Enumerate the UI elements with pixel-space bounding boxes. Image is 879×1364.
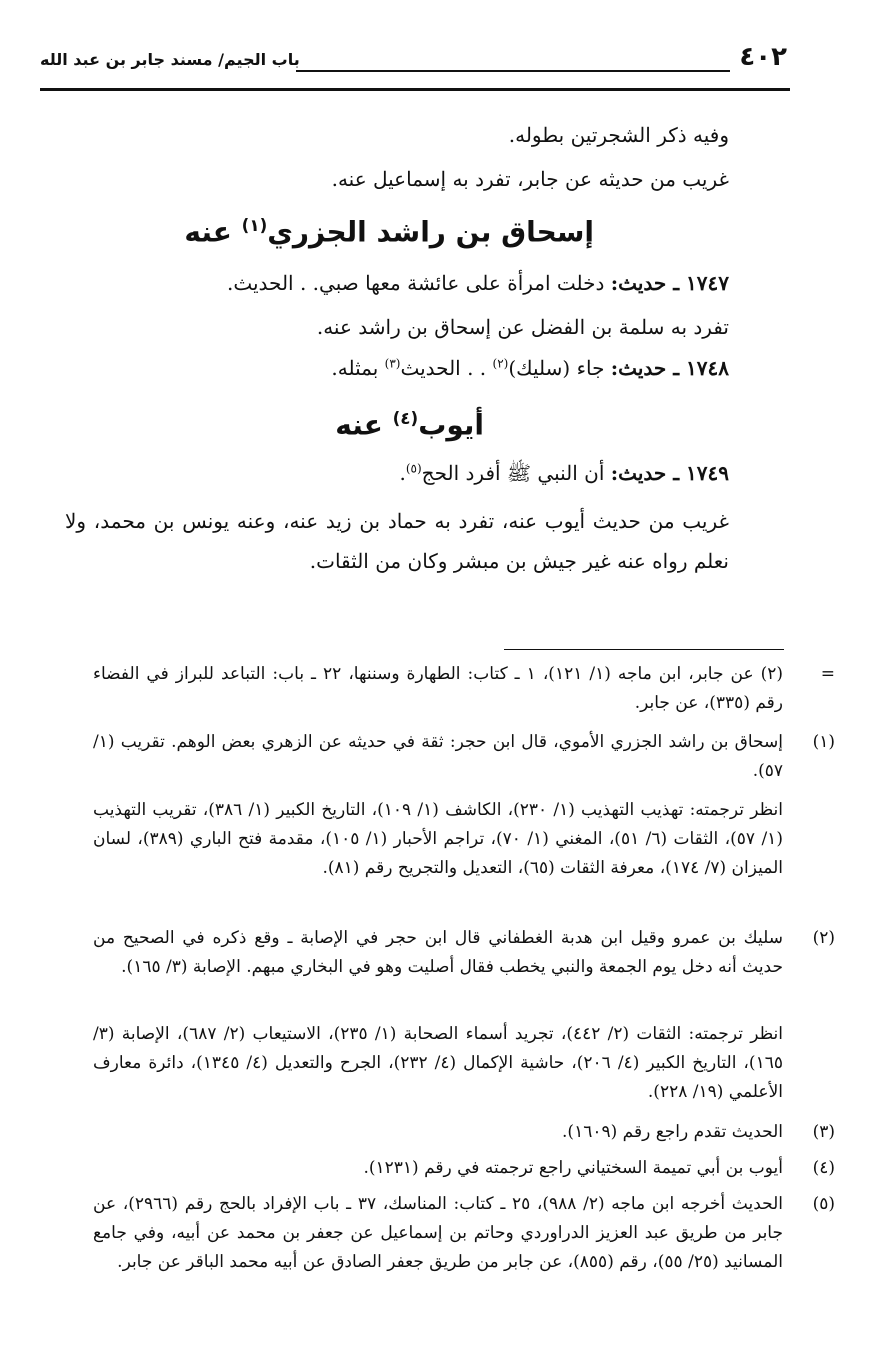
header-dash-rule (296, 70, 730, 72)
footnote-3: الحديث تقدم راجع رقم (١٦٠٩). (562, 1122, 783, 1142)
hadith-1747 (227, 270, 729, 296)
hadith-1748-number: ١٧٤٨ ـ حديث: (610, 356, 729, 380)
footnote-mark: (١) (812, 732, 835, 752)
body-line-2: غريب من حديثه عن جابر، تفرد به إسماعيل عنه. (331, 167, 729, 191)
hadith-1747-number: ١٧٤٧ ـ حديث: (610, 271, 729, 295)
footnote-mark: (٣) (812, 1122, 835, 1142)
header-rule (40, 88, 790, 91)
narrator-heading-1-name: إسحاق بن راشد الجزري (267, 215, 594, 249)
narrator-heading-2 (335, 408, 484, 441)
hadith-1748 (331, 355, 729, 381)
hadith-1748-text-a: جاء (سليك) (508, 356, 605, 380)
narrator-heading-1-suffix: عنه (184, 215, 232, 249)
footnote-mark: = (820, 664, 835, 684)
footnote-5: الحديث أخرجه ابن ماجه (٢/ ٩٨٨)، ٢٥ ـ كتاب: المناسك، ٣٧ ـ باب الإفراد بالحج رقم (٢٩٦٦)، عن جابر من طريق عبد العزيز الدراوردي وحاتم بن إسماعيل عن جعفر بن محمد عن أبيه، وفي جامع المسانيد (٢٥/ ٥٥)، رقم (٨٥٥)، عن جابر من طريق جعفر الصادق عن أبيه محمد الباقر عن جابر. (93, 1194, 783, 1272)
narrator-heading-1 (184, 215, 594, 248)
page-number: ٤٠٢ (739, 42, 787, 72)
tafarrud-line: تفرد به سلمة بن الفضل عن إسحاق بن راشد عنه. (316, 315, 729, 339)
hadith-1749-text: أن النبي ﷺ أفرد الحج (421, 461, 605, 485)
footnote-2: سليك بن عمرو وقيل ابن هدبة الغطفاني قال ابن حجر في الإصابة ـ وقع ذكره في الصحيح من حديث أنه دخل يوم الجمعة والنبي يخطب فقال أصليت وهو في البخاري مبهم. الإصابة (٣/ ١٦٥). (93, 928, 783, 977)
footnote-ref-2: (٢) (492, 356, 509, 371)
footnote-continued: (٢) عن جابر، ابن ماجه (١/ ١٢١)، ١ ـ كتاب: الطهارة وسننها، ٢٢ ـ باب: التباعد للبراز في الفضاء رقم (٣٣٥)، عن جابر. (93, 664, 784, 713)
footnote-ref-3: (٣) (384, 356, 401, 371)
hadith-1749-end: . (399, 461, 406, 485)
footnote-2-sources: انظر ترجمته: الثقات (٢/ ٤٤٢)، تجريد أسماء الصحابة (١/ ٢٣٥)، الاستيعاب (٢/ ٦٨٧)، الإصابة (٣/ ١٦٥)، التاريخ الكبير (٤/ ٢٠٦)، حاشية الإكمال (٤/ ٢٣٢)، الجرح والتعديل (٤/ ١٣٤٥)، دائرة معارف الأعلمي (١٩/ ٢٢٨). (93, 1024, 783, 1102)
body-line-1: وفيه ذكر الشجرتين بطوله. (508, 123, 729, 147)
narrator-heading-2-name: أيوب (418, 408, 484, 442)
footnote-mark: (٢) (812, 928, 835, 948)
footnote-mark: (٥) (812, 1194, 835, 1214)
footnote-1: إسحاق بن راشد الجزري الأموي، قال ابن حجر: ثقة في حديثه عن الزهري بعض الوهم. تقريب (١/ ٥٧). (93, 732, 783, 781)
footnote-ref-1: (١) (241, 215, 268, 235)
footnote-1-sources: انظر ترجمته: تهذيب التهذيب (١/ ٢٣٠)، الكاشف (١/ ١٠٩)، التاريخ الكبير (١/ ٣٨٦)، تقريب التهذيب (١/ ٥٧)، الثقات (٦/ ٥١)، المغني (١/ ٧٠)، تراجم الأحبار (١/ ١٠٥)، مقدمة فتح الباري (٣٨٩)، لسان الميزان (٧/ ١٧٤)، معرفة الثقات (٦٥)، التعديل والتجريح رقم (٨١). (93, 800, 783, 878)
hadith-1747-text: دخلت امرأة على عائشة معها صبي. . الحديث. (226, 271, 605, 295)
footnote-mark: (٤) (812, 1158, 835, 1178)
hadith-1749-number: ١٧٤٩ ـ حديث: (610, 461, 729, 485)
footnote-ref-5: (٥) (405, 461, 422, 476)
hadith-1748-text-c: بمثله. (331, 356, 379, 380)
hadith-1749 (399, 460, 729, 486)
footnote-4: أيوب بن أبي تميمة السختياني راجع ترجمته في رقم (١٢٣١). (363, 1158, 783, 1178)
closing-paragraph: غريب من حديث أيوب عنه، تفرد به حماد بن زيد عنه، وعنه يونس بن محمد، ولا نعلم رواه عنه غير جيش بن مبشر وكان من الثقات. (65, 509, 729, 573)
narrator-heading-2-suffix: عنه (335, 408, 383, 442)
footnote-rule (504, 649, 784, 650)
running-title: باب الجيم/ مسند جابر بن عبد الله (40, 50, 300, 69)
hadith-1748-text-b: . . الحديث (400, 356, 487, 380)
footnote-ref-4: (٤) (392, 408, 419, 428)
